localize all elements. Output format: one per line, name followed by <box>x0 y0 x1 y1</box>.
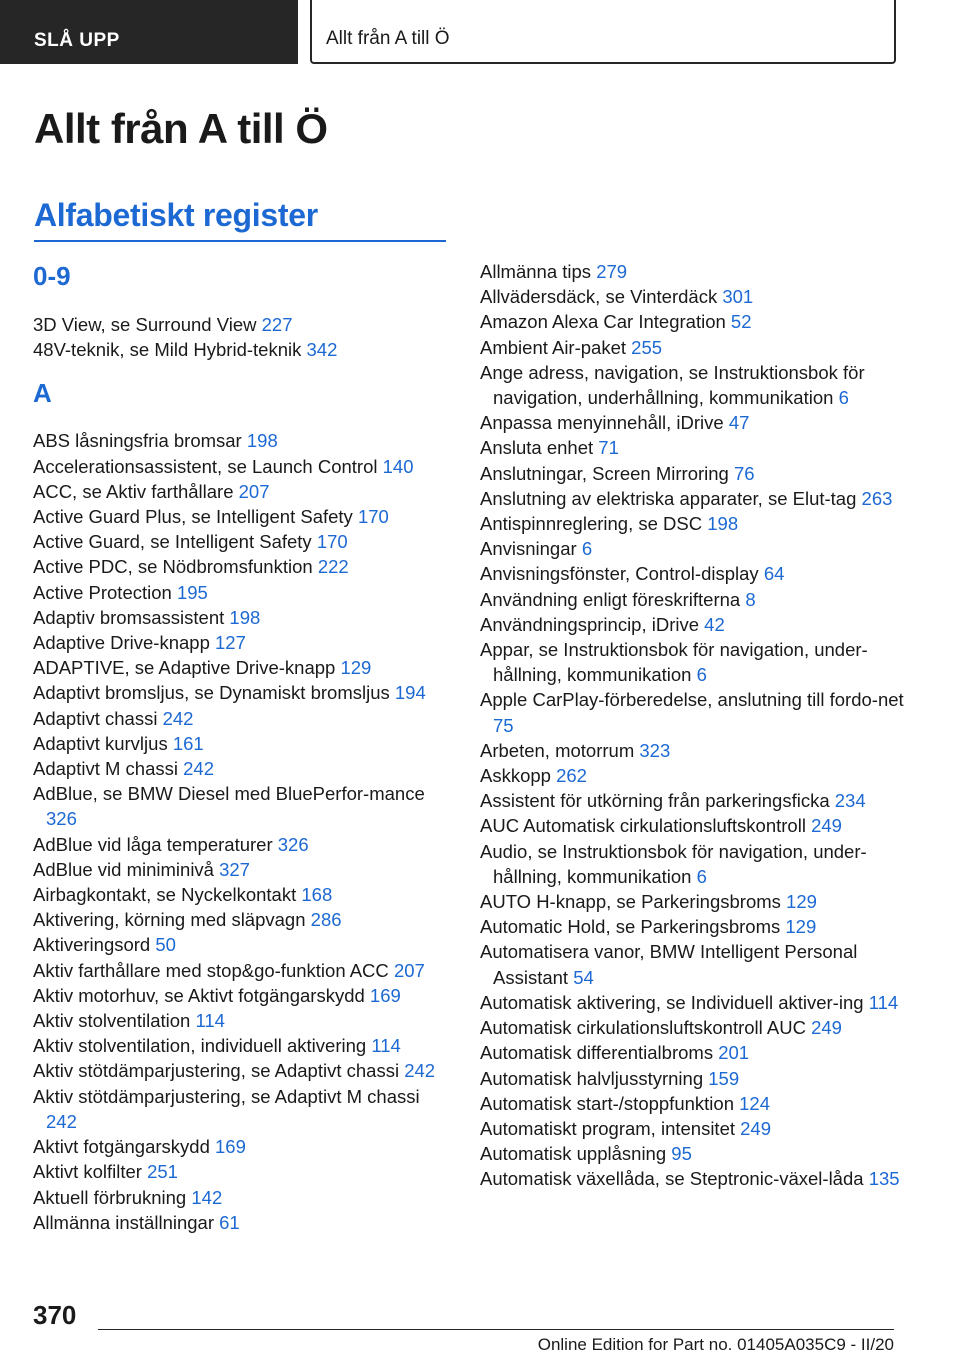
index-page-link[interactable]: 47 <box>728 412 750 434</box>
index-entry-text: Anvisningar <box>480 538 577 560</box>
index-page-link[interactable]: 169 <box>215 1136 246 1158</box>
index-entry-text: Active Guard, se Intelligent Safety <box>33 531 312 553</box>
index-entry-text: Automatisk upplåsning <box>480 1143 667 1165</box>
index-page-link[interactable]: 71 <box>598 437 619 459</box>
index-page-link[interactable]: 198 <box>229 606 261 628</box>
index-entry-text: Aktiv stötdämparjustering, se Adaptivt chassi <box>33 1060 400 1082</box>
index-entry <box>480 914 920 939</box>
index-page-link[interactable]: 42 <box>704 613 725 635</box>
section-tab-look-up[interactable]: SLÅ UPP <box>0 0 298 64</box>
index-entry <box>480 461 920 486</box>
index-entry-text: Automatisk växellåda, se Steptronic-växel-låda <box>480 1168 864 1190</box>
index-entry <box>480 612 920 637</box>
index-entry <box>33 504 453 529</box>
index-entry <box>33 706 453 731</box>
index-entry <box>33 832 453 857</box>
index-entry-text: Aktivering, körning med släpvagn <box>33 909 306 931</box>
index-entry <box>33 781 453 831</box>
index-entry <box>33 605 453 630</box>
index-entry-text: ACC, se Aktiv farthållare <box>33 480 234 502</box>
index-entry-text: Automatisk aktivering, se Individuell aktiver-ing <box>480 991 864 1013</box>
index-entry <box>33 1159 453 1184</box>
index-page-link[interactable]: 207 <box>238 480 270 502</box>
index-entry-text: Anpassa menyinnehåll, iDrive <box>480 412 724 434</box>
index-page-link[interactable]: 61 <box>219 1211 240 1233</box>
index-entry-text: Active Protection <box>33 581 172 603</box>
index-page-link[interactable]: 75 <box>493 714 514 736</box>
index-entry <box>480 763 920 788</box>
index-entry <box>480 1141 920 1166</box>
index-entry <box>33 554 453 579</box>
index-entry <box>33 731 453 756</box>
index-entry-text: Adaptivt M chassi <box>33 758 178 780</box>
index-entry <box>480 839 920 889</box>
index-entry-text: Användningsprincip, iDrive <box>480 613 700 635</box>
index-entry <box>480 587 920 612</box>
index-entry <box>33 630 453 655</box>
index-entry-text: Ange adress, navigation, se Instruktionsbok för navigation, underhållning, kommunikation <box>480 361 865 409</box>
index-entry <box>33 958 453 983</box>
index-page-link[interactable]: 327 <box>219 858 250 880</box>
index-column-right <box>480 259 920 1192</box>
index-entry <box>480 360 920 410</box>
index-entry <box>33 983 453 1008</box>
index-entry-text: Active PDC, se Nödbromsfunktion <box>33 556 313 578</box>
index-entry <box>33 1033 453 1058</box>
index-entry-text: Audio, se Instruktionsbok för navigation, under-hållning, kommunikation <box>480 840 867 887</box>
index-entry <box>480 1040 920 1065</box>
index-entry-text: Adaptivt chassi <box>33 707 158 729</box>
index-entry-text: Adaptivt bromsljus, se Dynamiskt bromsljus <box>33 682 390 704</box>
index-page-link[interactable]: 234 <box>834 790 866 812</box>
index-entry <box>480 1066 920 1091</box>
index-entry <box>33 1185 453 1210</box>
index-entry <box>480 687 920 737</box>
index-page-link[interactable]: 169 <box>369 984 401 1006</box>
index-page-link[interactable]: 6 <box>696 865 707 887</box>
index-entry <box>480 309 920 334</box>
index-page-link[interactable]: 251 <box>147 1161 178 1183</box>
index-entry <box>33 756 453 781</box>
index-entry-text: Allvädersdäck, se Vinterdäck <box>480 286 718 308</box>
index-entry <box>33 680 453 705</box>
index-entry-text: AUTO H-knapp, se Parkeringsbroms <box>480 891 781 913</box>
index-entry <box>33 337 453 362</box>
index-page-link[interactable]: 222 <box>317 556 349 578</box>
index-entry <box>33 932 453 957</box>
index-entry-text: Automatisk halvljusstyrning <box>480 1067 704 1089</box>
index-page-link[interactable]: 227 <box>261 314 293 335</box>
index-entry <box>33 1008 453 1033</box>
index-entry-text: Adaptivt kurvljus <box>33 732 168 754</box>
index-page-link[interactable]: 114 <box>371 1035 401 1057</box>
index-page-link[interactable]: 198 <box>707 513 739 535</box>
index-page-link[interactable]: 263 <box>861 487 893 509</box>
index-page-link[interactable]: 54 <box>573 966 594 988</box>
subtitle-divider <box>34 240 446 242</box>
index-entry-text: 3D View, se Surround View <box>33 314 257 335</box>
index-entry-text: Automatisk cirkulationsluftskontroll AUC <box>480 1017 806 1039</box>
index-page-link[interactable]: 242 <box>183 758 214 780</box>
index-page-link[interactable]: 168 <box>301 884 333 906</box>
index-entry <box>33 479 453 504</box>
index-column-left <box>33 258 453 1235</box>
index-entry <box>480 939 920 989</box>
index-page-link[interactable]: 326 <box>277 833 309 855</box>
index-section-heading: 0-9 <box>33 261 71 291</box>
index-page-link[interactable]: 124 <box>739 1092 770 1114</box>
index-page-link[interactable]: 242 <box>404 1060 436 1082</box>
index-entry-text: 48V-teknik, se Mild Hybrid-teknik <box>33 339 302 361</box>
index-entry-text: Automatiskt program, intensitet <box>480 1117 735 1139</box>
index-entry-text: Aktivt kolfilter <box>33 1161 142 1183</box>
index-page-link[interactable]: 6 <box>696 664 707 686</box>
index-page-link[interactable]: 242 <box>162 707 194 729</box>
index-entry <box>33 529 453 554</box>
index-page-link[interactable]: 129 <box>340 657 372 679</box>
index-page-link[interactable]: 249 <box>811 1017 842 1039</box>
index-entry <box>33 428 453 453</box>
footer-divider <box>98 1329 894 1330</box>
index-page-link[interactable]: 301 <box>722 286 754 308</box>
index-page-link[interactable]: 342 <box>306 339 338 361</box>
index-entry-text: Apple CarPlay-förberedelse, anslutning till fordo-net <box>480 689 904 711</box>
index-entry-text: Appar, se Instruktionsbok för navigation, under-hållning, kommunikation <box>480 639 868 686</box>
index-entry-text: ADAPTIVE, se Adaptive Drive-knapp <box>33 657 336 679</box>
index-entry <box>480 284 920 309</box>
index-entry-text: Antispinnreglering, se DSC <box>480 513 703 535</box>
index-page-link[interactable]: 195 <box>176 581 208 603</box>
index-entry <box>480 335 920 360</box>
index-page-link[interactable]: 279 <box>596 261 628 282</box>
index-entry <box>33 907 453 932</box>
index-entry-text: Aktiv farthållare med stop&go-funktion ACC <box>33 959 389 981</box>
index-entry-text: Aktiv motorhuv, se Aktivt fotgängarskydd <box>33 984 365 1006</box>
index-entry-text: Active Guard Plus, se Intelligent Safety <box>33 506 353 528</box>
index-entry-text: Ambient Air-paket <box>480 336 627 358</box>
index-entry <box>33 1134 453 1159</box>
index-entry <box>480 511 920 536</box>
index-entry <box>33 1084 453 1134</box>
index-page-link[interactable]: 52 <box>730 311 752 333</box>
index-entry-text: Aktiv stolventilation, individuell aktivering <box>33 1035 367 1057</box>
index-page-link[interactable]: 262 <box>556 765 587 787</box>
index-page-link[interactable]: 159 <box>708 1067 740 1089</box>
index-page-link[interactable]: 6 <box>838 387 849 409</box>
page-subtitle: Alfabetiskt register <box>34 197 318 233</box>
index-entry <box>480 486 920 511</box>
index-page-link[interactable]: 6 <box>581 538 593 560</box>
index-page-link[interactable]: 242 <box>46 1110 77 1132</box>
index-entry-text: Amazon Alexa Car Integration <box>480 311 726 333</box>
index-entry-text: AdBlue vid låga temperaturer <box>33 833 273 855</box>
index-page-link[interactable]: 64 <box>763 563 785 585</box>
index-entry-text: Allmänna inställningar <box>33 1211 214 1233</box>
index-page-link[interactable]: 286 <box>310 909 342 931</box>
index-page-link[interactable]: 8 <box>745 588 756 610</box>
index-entry-text: Aktivt fotgängarskydd <box>33 1136 210 1158</box>
index-entry <box>480 1166 920 1191</box>
index-entry <box>480 738 920 763</box>
index-entry-text: Accelerationsassistent, se Launch Control <box>33 455 378 477</box>
index-entry-text: Automatisera vanor, BMW Intelligent Personal Assistant <box>480 941 858 988</box>
index-entry <box>33 655 453 680</box>
index-page-link[interactable]: 129 <box>785 916 817 938</box>
index-entry <box>480 1091 920 1116</box>
index-entry <box>480 435 920 460</box>
index-page-link[interactable]: 161 <box>172 732 204 754</box>
chapter-tab[interactable]: Allt från A till Ö <box>310 0 896 64</box>
index-page-link[interactable]: 95 <box>671 1143 692 1165</box>
index-entry-text: Adaptive Drive-knapp <box>33 632 210 654</box>
index-entry <box>480 1116 920 1141</box>
index-page-link[interactable]: 76 <box>733 462 755 484</box>
index-entry-text: ABS låsningsfria bromsar <box>33 430 242 452</box>
index-entry-text: Automatisk start-/stoppfunktion <box>480 1092 734 1114</box>
index-entry-text: Arbeten, motorrum <box>480 739 635 761</box>
index-entry-text: Anvisningsfönster, Control-display <box>480 563 759 585</box>
top-bar <box>0 0 960 64</box>
index-entry-text: Aktiv stolventilation <box>33 1010 191 1032</box>
index-entry <box>480 259 920 284</box>
index-entry-text: Aktuell förbrukning <box>33 1186 187 1208</box>
index-entry-text: Anslutning av elektriska apparater, se Elut-tag <box>480 487 857 509</box>
index-page-link[interactable]: 170 <box>316 531 348 553</box>
index-page-link[interactable]: 170 <box>357 506 389 528</box>
index-entry <box>480 788 920 813</box>
index-section-heading: A <box>33 378 52 409</box>
index-entry-text: AUC Automatisk cirkulationsluftskontroll <box>480 815 806 837</box>
index-page-link[interactable]: 207 <box>393 959 425 981</box>
index-page-link[interactable]: 50 <box>155 934 176 956</box>
index-page-link[interactable]: 194 <box>394 682 426 704</box>
index-page-link[interactable]: 127 <box>215 632 246 654</box>
index-page-link[interactable]: 129 <box>786 891 817 913</box>
index-page-link[interactable]: 140 <box>382 455 414 477</box>
index-page-link[interactable]: 255 <box>631 336 663 358</box>
index-entry-text: Automatic Hold, se Parkeringsbroms <box>480 916 781 938</box>
index-entry-text: Användning enligt föreskrifterna <box>480 588 741 610</box>
index-page-link[interactable]: 249 <box>740 1117 772 1139</box>
index-entry <box>480 889 920 914</box>
index-entry-text: Automatisk differentialbroms <box>480 1042 714 1064</box>
index-page-link[interactable]: 326 <box>46 808 77 830</box>
index-entry-text: Assistent för utkörning från parkeringsficka <box>480 790 830 812</box>
page-number: 370 <box>33 1300 77 1330</box>
index-entry-text: AdBlue vid miniminivå <box>33 858 214 880</box>
index-page-link[interactable]: 114 <box>868 991 899 1013</box>
index-entry <box>480 637 920 687</box>
index-entry-text: AdBlue, se BMW Diesel med BluePerfor-mance <box>33 783 425 805</box>
index-entry-text: Anslutningar, Screen Mirroring <box>480 462 729 484</box>
index-entry <box>33 454 453 479</box>
index-entry <box>480 990 920 1015</box>
index-entry <box>33 312 453 337</box>
index-entry <box>480 410 920 435</box>
index-entry <box>480 813 920 838</box>
index-entry-text: Allmänna tips <box>480 261 592 282</box>
index-entry <box>33 1058 453 1083</box>
index-entry <box>480 1015 920 1040</box>
index-entry <box>480 536 920 561</box>
index-entry-text: Airbagkontakt, se Nyckelkontakt <box>33 884 297 906</box>
index-entry-text: Aktiv stötdämparjustering, se Adaptivt M chassi <box>33 1085 420 1107</box>
index-entry <box>480 561 920 586</box>
index-page-link[interactable]: 142 <box>191 1186 223 1208</box>
index-page-link[interactable]: 198 <box>246 430 278 452</box>
index-entry-text: Adaptiv bromsassistent <box>33 606 225 628</box>
index-page-link[interactable]: 135 <box>868 1168 900 1190</box>
index-entry <box>33 1210 453 1235</box>
index-entry <box>33 882 453 907</box>
index-page-link[interactable]: 114 <box>195 1010 225 1032</box>
index-entry-text: Askkopp <box>480 765 551 787</box>
index-entry-text: Aktiveringsord <box>33 934 151 956</box>
index-page-link[interactable]: 249 <box>811 815 842 837</box>
index-entry-text: Ansluta enhet <box>480 437 594 459</box>
edition-footer: Online Edition for Part no. 01405A035C9 - II/20 <box>537 1335 894 1354</box>
index-entry <box>33 580 453 605</box>
index-page-link[interactable]: 323 <box>639 739 671 761</box>
page-title: Allt från A till Ö <box>34 105 328 152</box>
index-entry <box>33 857 453 882</box>
index-page-link[interactable]: 201 <box>718 1042 750 1064</box>
